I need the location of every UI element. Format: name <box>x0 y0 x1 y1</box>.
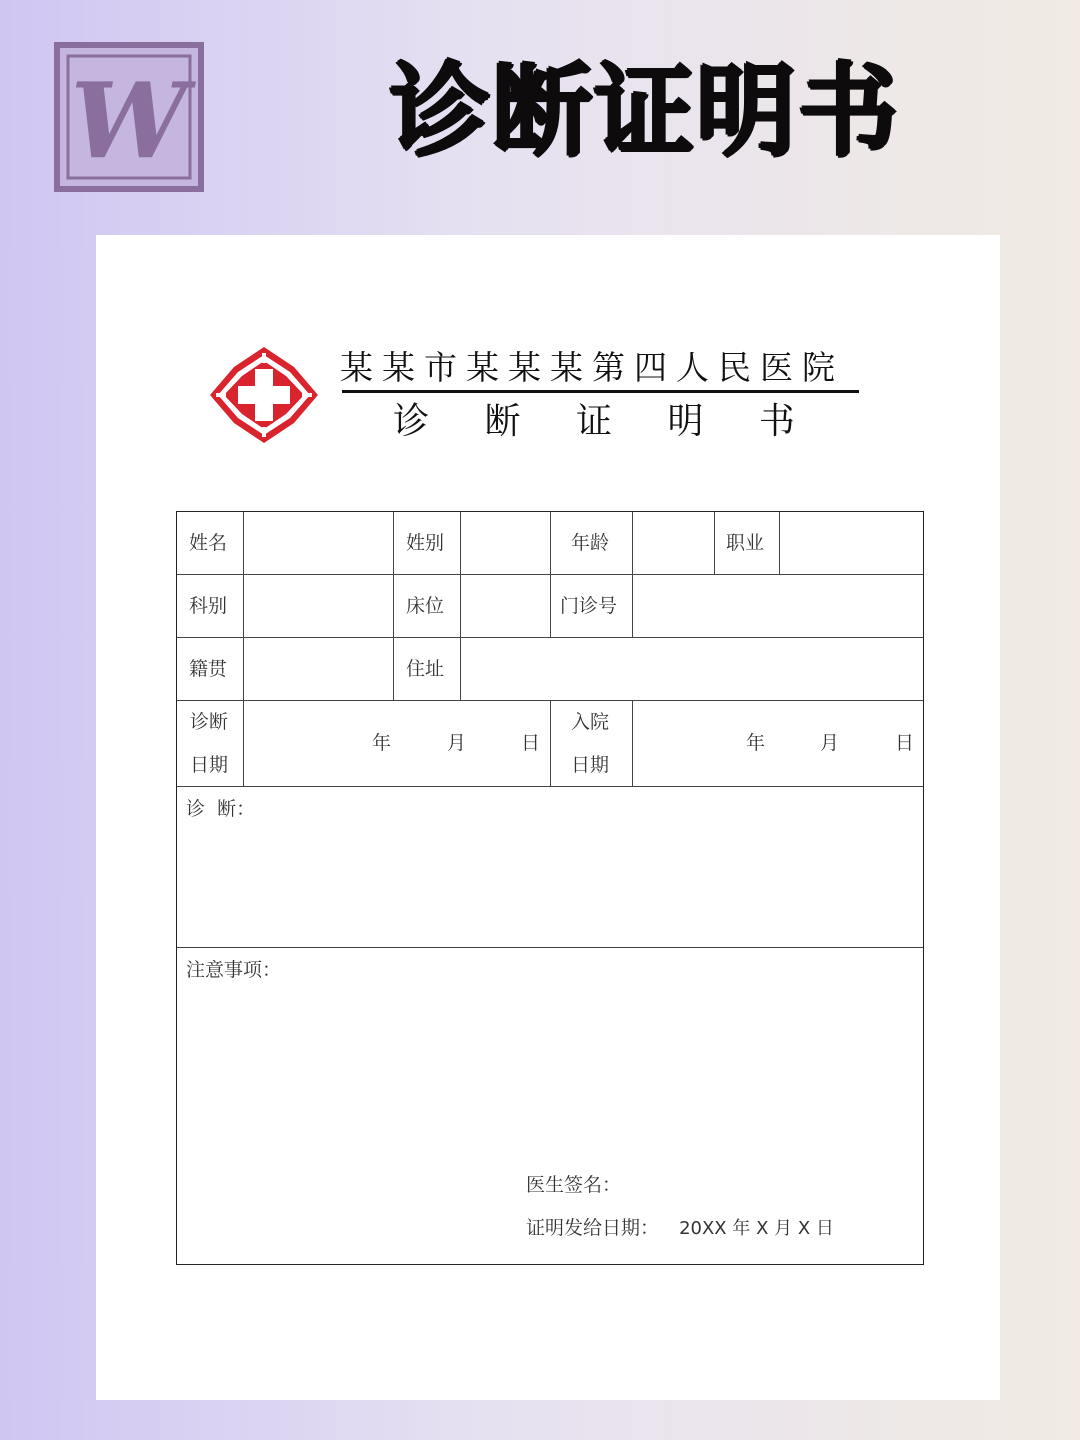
diagnosis-date-label: 日期 <box>190 754 229 776</box>
gender-label: 姓别 <box>406 532 445 554</box>
admission-date-label: 日期 <box>571 754 610 776</box>
issue-date-value: 20XX 年 X 月 X 日 <box>679 1218 834 1239</box>
diagnosis-date-label: 诊断 <box>190 711 229 733</box>
row-divider <box>177 947 923 948</box>
word-logo <box>54 42 204 192</box>
column-divider <box>714 512 715 574</box>
address-label: 住址 <box>406 658 445 680</box>
outpatient-number-label: 门诊号 <box>560 595 618 617</box>
column-divider <box>460 512 461 700</box>
diagnosis-year-label: 年 <box>372 732 392 754</box>
word-logo-letter: W <box>70 59 188 182</box>
column-divider <box>632 700 633 786</box>
column-divider <box>393 512 394 700</box>
issue-date-label: 证明发给日期： <box>526 1217 660 1239</box>
admission-date-label: 入院 <box>571 711 610 733</box>
column-divider <box>779 512 780 574</box>
admission-month-label: 月 <box>820 732 840 754</box>
admission-day-label: 日 <box>895 732 915 754</box>
name-label: 姓名 <box>189 532 228 554</box>
bed-label: 床位 <box>406 595 445 617</box>
diagnosis-form-table <box>176 511 924 1265</box>
row-divider <box>177 786 923 787</box>
notes-label: 注意事项： <box>186 959 282 981</box>
column-divider <box>550 512 551 637</box>
diagnosis-month-label: 月 <box>447 732 467 754</box>
age-label: 年龄 <box>571 532 610 554</box>
admission-year-label: 年 <box>746 732 766 754</box>
certificate-paper <box>96 235 1000 1400</box>
column-divider <box>550 700 551 786</box>
doctor-signature-label: 医生签名： <box>526 1174 622 1196</box>
row-divider <box>177 637 923 638</box>
department-label: 科别 <box>189 595 228 617</box>
issue-date-row <box>526 1216 834 1241</box>
hospital-name: 某某市某某某第四人民医院 <box>340 348 844 387</box>
red-cross-emblem-icon <box>208 345 320 445</box>
diagnosis-label: 诊 断： <box>186 798 256 820</box>
column-divider <box>243 512 244 786</box>
diagnosis-day-label: 日 <box>521 732 541 754</box>
document-title: 诊 断 证 明 书 <box>393 401 817 442</box>
banner-title: 诊断证明书 <box>390 53 900 170</box>
hospital-name-underline <box>342 390 859 393</box>
occupation-label: 职业 <box>726 532 765 554</box>
native-place-label: 籍贯 <box>189 658 228 680</box>
column-divider <box>632 512 633 637</box>
